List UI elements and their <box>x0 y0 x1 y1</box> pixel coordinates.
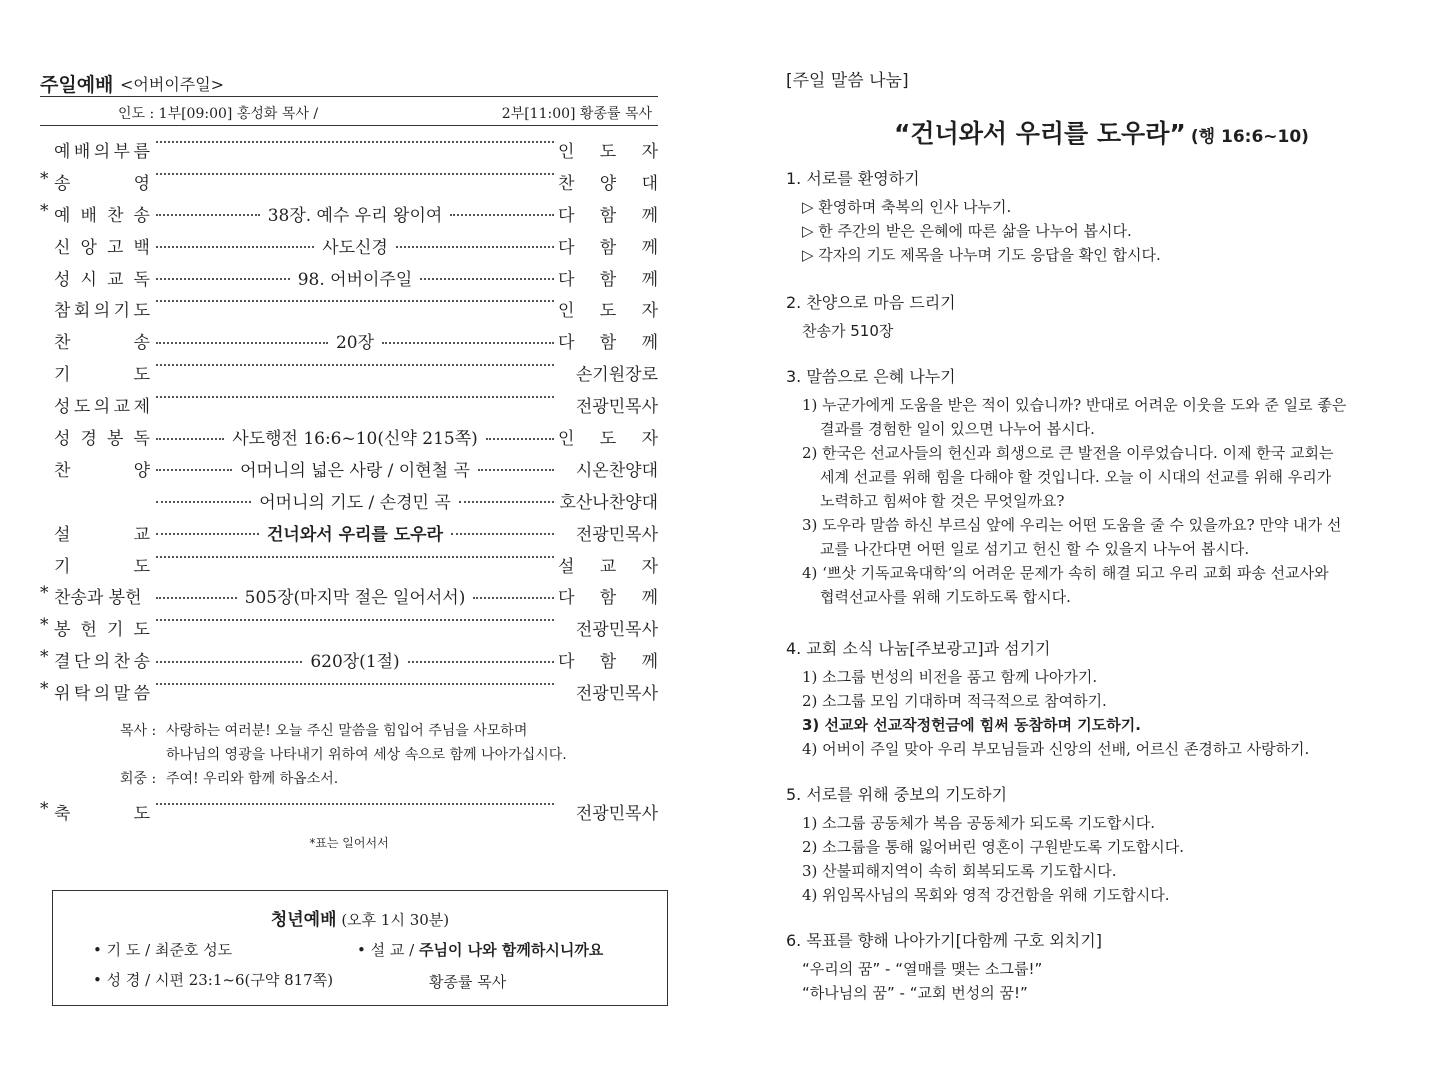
order-leader-dots <box>156 265 554 290</box>
section-heading: 5. 서로를 위해 중보의 기도하기 <box>786 785 1008 804</box>
youth-title-line <box>53 905 667 930</box>
standing-mark: * <box>40 168 49 189</box>
section-line: 2) 소그룹 모임 기대하며 적극적으로 참여하기. <box>802 692 1107 710</box>
order-item-content: 620장(1절) <box>310 652 400 673</box>
leaders-line <box>40 97 658 126</box>
pastor-line-1: 사랑하는 여러분! 오늘 주신 말씀을 힘입어 주님을 사모하며 <box>166 723 528 740</box>
section-line: 1) 소그룹 번성의 비전을 품고 함께 나아가기. <box>802 668 1098 686</box>
order-item-name: 설 교 <box>54 524 150 545</box>
section-line: 노력하고 힘써야 할 것은 무엇일까요? <box>820 492 1065 510</box>
order-item-responder: 다 함 께 <box>558 588 658 609</box>
standing-mark: * <box>40 799 49 820</box>
youth-sermon-label: • 설 교 / <box>357 941 415 959</box>
order-item-name: 신 앙 고 백 <box>54 237 150 258</box>
order-leader-dots <box>156 583 554 608</box>
youth-service-box <box>52 890 668 1006</box>
benediction-row <box>40 798 658 830</box>
section-line: 4) ‘쁘삿 기독교육대학’의 어려운 문제가 속히 해결 되고 우리 교회 파송 선교사와 <box>802 564 1329 582</box>
sharing-section <box>786 166 1386 267</box>
section-line: 2) 소그룹을 통해 잃어버린 영혼이 구원받도록 기도합시다. <box>802 838 1185 856</box>
order-item-content: 505장(마지막 절은 일어서서) <box>244 588 466 609</box>
sharing-section <box>786 364 1386 609</box>
order-row <box>40 200 658 232</box>
order-row <box>40 136 658 168</box>
bullet-line: ▷ 각자의 기도 제목을 나누며 기도 응답을 확인 합시다. <box>802 246 1161 264</box>
order-leader-dots <box>156 552 554 558</box>
order-item-responder: 다 함 께 <box>558 237 658 258</box>
section-line: 찬송가 510장 <box>802 322 894 340</box>
order-item-name: 송 영 <box>54 173 150 194</box>
motto-line: “하나님의 꿈” - “교회 번성의 꿈!” <box>802 984 1028 1002</box>
order-leader-dots <box>156 647 554 672</box>
sharing-section <box>786 290 1386 343</box>
pastor-line-2: 하나님의 영광을 나타내기 위하여 세상 속으로 함께 나아가십시다. <box>166 747 567 764</box>
order-item-name: 봉 헌 기 도 <box>54 620 150 641</box>
order-item-name: 찬 양 <box>54 460 150 481</box>
order-item-content: 어머니의 기도 / 손경민 곡 <box>259 492 451 513</box>
order-leader-dots <box>156 615 554 621</box>
service-title: 주일예배 <box>40 74 114 96</box>
order-leader-dots <box>156 679 554 685</box>
standing-mark: * <box>40 647 49 668</box>
bullet-line: ▷ 한 주간의 받은 은혜에 따른 삶을 나누어 봅시다. <box>802 222 1132 240</box>
youth-scripture: • 성 경 / 시편 23:1~6(구약 817쪽) <box>93 971 334 989</box>
order-item-content: 어머니의 넓은 사랑 / 이현철 곡 <box>240 460 470 481</box>
order-item-name: 예 배 찬 송 <box>54 205 150 226</box>
order-item-responder: 손기원장로 <box>575 365 658 386</box>
order-row <box>40 391 658 423</box>
order-row <box>40 327 658 359</box>
order-leader-dots <box>156 424 554 449</box>
order-list <box>40 136 658 710</box>
section-line: 교를 나간다면 어떤 일로 섬기고 헌신 할 수 있을지 나누어 봅시다. <box>820 540 1250 558</box>
order-item-content: 사도행전 16:6~10(신약 215쪽) <box>232 429 478 450</box>
order-item-content: 38장. 예수 우리 왕이여 <box>267 205 443 226</box>
order-row <box>40 455 658 487</box>
order-item-responder: 다 함 께 <box>558 652 658 673</box>
order-leader-dots <box>156 799 554 805</box>
order-leader-dots <box>156 201 554 226</box>
order-row <box>40 614 658 646</box>
sharing-section <box>786 782 1386 907</box>
section-heading: 6. 목표를 향해 나아가기[다함께 구호 외치기] <box>786 931 1102 950</box>
order-item-name: 찬 송 <box>54 333 150 354</box>
section-line: 4) 위임목사님의 목회와 영적 강건함을 위해 기도합시다. <box>802 886 1170 904</box>
order-leader-dots <box>156 360 554 366</box>
order-leader-dots <box>156 137 554 143</box>
youth-sermon-title: 주님이 나와 함께하시니까요 <box>418 941 604 959</box>
order-row <box>40 168 658 200</box>
order-item-name: 축 도 <box>54 804 150 825</box>
section-line: 1) 누군가에게 도움을 받은 적이 있습니까? 반대로 어려운 이웃을 도와 준 일로 좋은 <box>802 396 1347 414</box>
section-line: 협력선교사를 위해 기도하도록 합시다. <box>820 588 1071 606</box>
order-leader-dots <box>156 488 554 513</box>
order-leader-dots <box>156 520 554 545</box>
section-line: 세계 선교를 위해 힘을 다해야 할 것입니다. 오늘 이 시대의 선교를 위해 우리가 <box>820 468 1332 486</box>
order-item-name: 찬송과 봉헌 <box>54 588 142 609</box>
youth-time: (오후 1시 30분) <box>341 911 450 929</box>
standing-mark: * <box>40 200 49 221</box>
section-line: 4) 어버이 주일 맞아 우리 부모님들과 신앙의 선배, 어르신 존경하고 사랑하기. <box>802 740 1310 758</box>
order-item-responder: 다 함 께 <box>558 269 658 290</box>
youth-sermon <box>357 939 603 960</box>
sermon-title: “건너와서 우리를 도우라” <box>894 119 1186 148</box>
order-row <box>40 646 658 678</box>
youth-title: 청년예배 <box>270 910 337 930</box>
section-line: 3) 선교와 선교작정헌금에 힘써 동참하며 기도하기. <box>802 716 1141 734</box>
service-header <box>40 62 658 97</box>
order-leader-dots <box>156 392 554 398</box>
order-item-name: 결 단 의 찬 송 <box>54 652 150 673</box>
motto-line: “우리의 꿈” - “열매를 맺는 소그룹!” <box>802 960 1043 978</box>
bullet-line: ▷ 환영하며 축복의 인사 나누기. <box>802 198 1012 216</box>
order-row <box>40 551 658 583</box>
order-leader-dots <box>156 456 554 481</box>
order-item-content: 사도신경 <box>322 237 388 258</box>
order-item-responder: 전광민목사 <box>575 397 658 418</box>
section-line: 3) 산불피해지역이 속히 회복되도록 기도합시다. <box>802 862 1117 880</box>
order-item-responder: 다 함 께 <box>558 333 658 354</box>
order-item-responder: 전광민목사 <box>575 620 658 641</box>
order-item-name: 예 배 의 부 름 <box>54 142 150 162</box>
leader-second: 2부[11:00] 황종률 목사 <box>501 106 652 122</box>
congregation-label: 회중 : <box>120 771 157 788</box>
order-item-responder: 인 도 자 <box>558 429 658 450</box>
youth-prayer: • 기 도 / 최준호 성도 <box>93 941 233 959</box>
congregation-line: 주여! 우리와 함께 하옵소서. <box>166 771 339 788</box>
order-leader-dots <box>156 169 554 175</box>
order-row <box>40 519 658 551</box>
order-item-name: 기 도 <box>54 365 150 386</box>
youth-preacher: 황종률 목사 <box>429 973 507 991</box>
section-line: 2) 한국은 선교사들의 헌신과 희생으로 큰 발전을 이루었습니다. 이제 한국 교회는 <box>802 444 1334 462</box>
order-row <box>40 295 658 327</box>
order-item-content: 98. 어버이주일 <box>297 269 413 290</box>
sermon-reference: (행 16:6~10) <box>1190 127 1309 147</box>
leader-first: 인도 : 1부[09:00] 홍성화 목사 / <box>118 106 319 122</box>
section-line: 결과를 경험한 일이 있으면 나누어 봅시다. <box>820 420 1095 438</box>
worship-order-page <box>40 62 658 851</box>
order-item-responder: 전광민목사 <box>575 524 658 545</box>
standing-mark: * <box>40 583 49 604</box>
order-row <box>40 678 658 710</box>
sharing-section <box>786 928 1386 1005</box>
section-line: 1) 소그룹 공동체가 복음 공동체가 되도록 기도합시다. <box>802 814 1156 832</box>
order-item-content: 건너와서 우리를 도우라 <box>266 524 444 545</box>
standing-mark: * <box>40 615 49 636</box>
standing-note: *표는 일어서서 <box>309 835 389 850</box>
order-item-name: 기 도 <box>54 556 150 577</box>
section-line: 3) 도우라 말씀 하신 부르심 앞에 우리는 어떤 도움을 줄 수 있을까요? 만약 내가 선 <box>802 516 1342 534</box>
order-item-name: 참 회 의 기 도 <box>54 301 150 322</box>
responsive-call <box>40 720 658 792</box>
section-heading: 4. 교회 소식 나눔[주보광고]과 섬기기 <box>786 639 1051 658</box>
order-row <box>40 487 658 519</box>
sermon-sharing-page <box>786 66 1386 1002</box>
section-heading: 1. 서로를 환영하기 <box>786 169 920 188</box>
order-item-responder: 설 교 자 <box>558 556 658 577</box>
order-item-responder: 다 함 께 <box>558 205 658 226</box>
order-item-responder: 찬 양 대 <box>558 173 658 194</box>
order-leader-dots <box>156 296 554 302</box>
order-leader-dots <box>156 328 554 353</box>
sharing-title-line <box>894 114 1309 150</box>
order-item-responder: 전광민목사 <box>575 684 658 705</box>
pastor-label: 목사 : <box>120 723 157 740</box>
order-row <box>40 423 658 455</box>
order-item-responder: 인 도 자 <box>558 301 658 322</box>
order-item-responder: 전광민목사 <box>575 804 658 825</box>
order-row <box>40 582 658 614</box>
order-item-name: 성 도 의 교 제 <box>54 397 150 418</box>
order-item-name: 위 탁 의 말 씀 <box>54 684 150 705</box>
order-item-content: 20장 <box>335 333 375 354</box>
order-item-name: 성 경 봉 독 <box>54 429 150 450</box>
service-subtitle: <어버이주일> <box>120 75 225 94</box>
order-row <box>40 359 658 391</box>
standing-mark: * <box>40 679 49 700</box>
order-leader-dots <box>156 233 554 258</box>
order-row <box>40 232 658 264</box>
sharing-section <box>786 636 1386 761</box>
sharing-header: [주일 말씀 나눔] <box>786 71 909 91</box>
order-item-responder: 호산나찬양대 <box>559 492 658 513</box>
section-heading: 2. 찬양으로 마음 드리기 <box>786 293 956 312</box>
order-item-responder: 인 도 자 <box>558 142 658 162</box>
section-heading: 3. 말씀으로 은혜 나누기 <box>786 367 956 386</box>
order-item-name: 성 시 교 독 <box>54 269 150 290</box>
order-row <box>40 264 658 296</box>
order-item-responder: 시온찬양대 <box>575 460 658 481</box>
